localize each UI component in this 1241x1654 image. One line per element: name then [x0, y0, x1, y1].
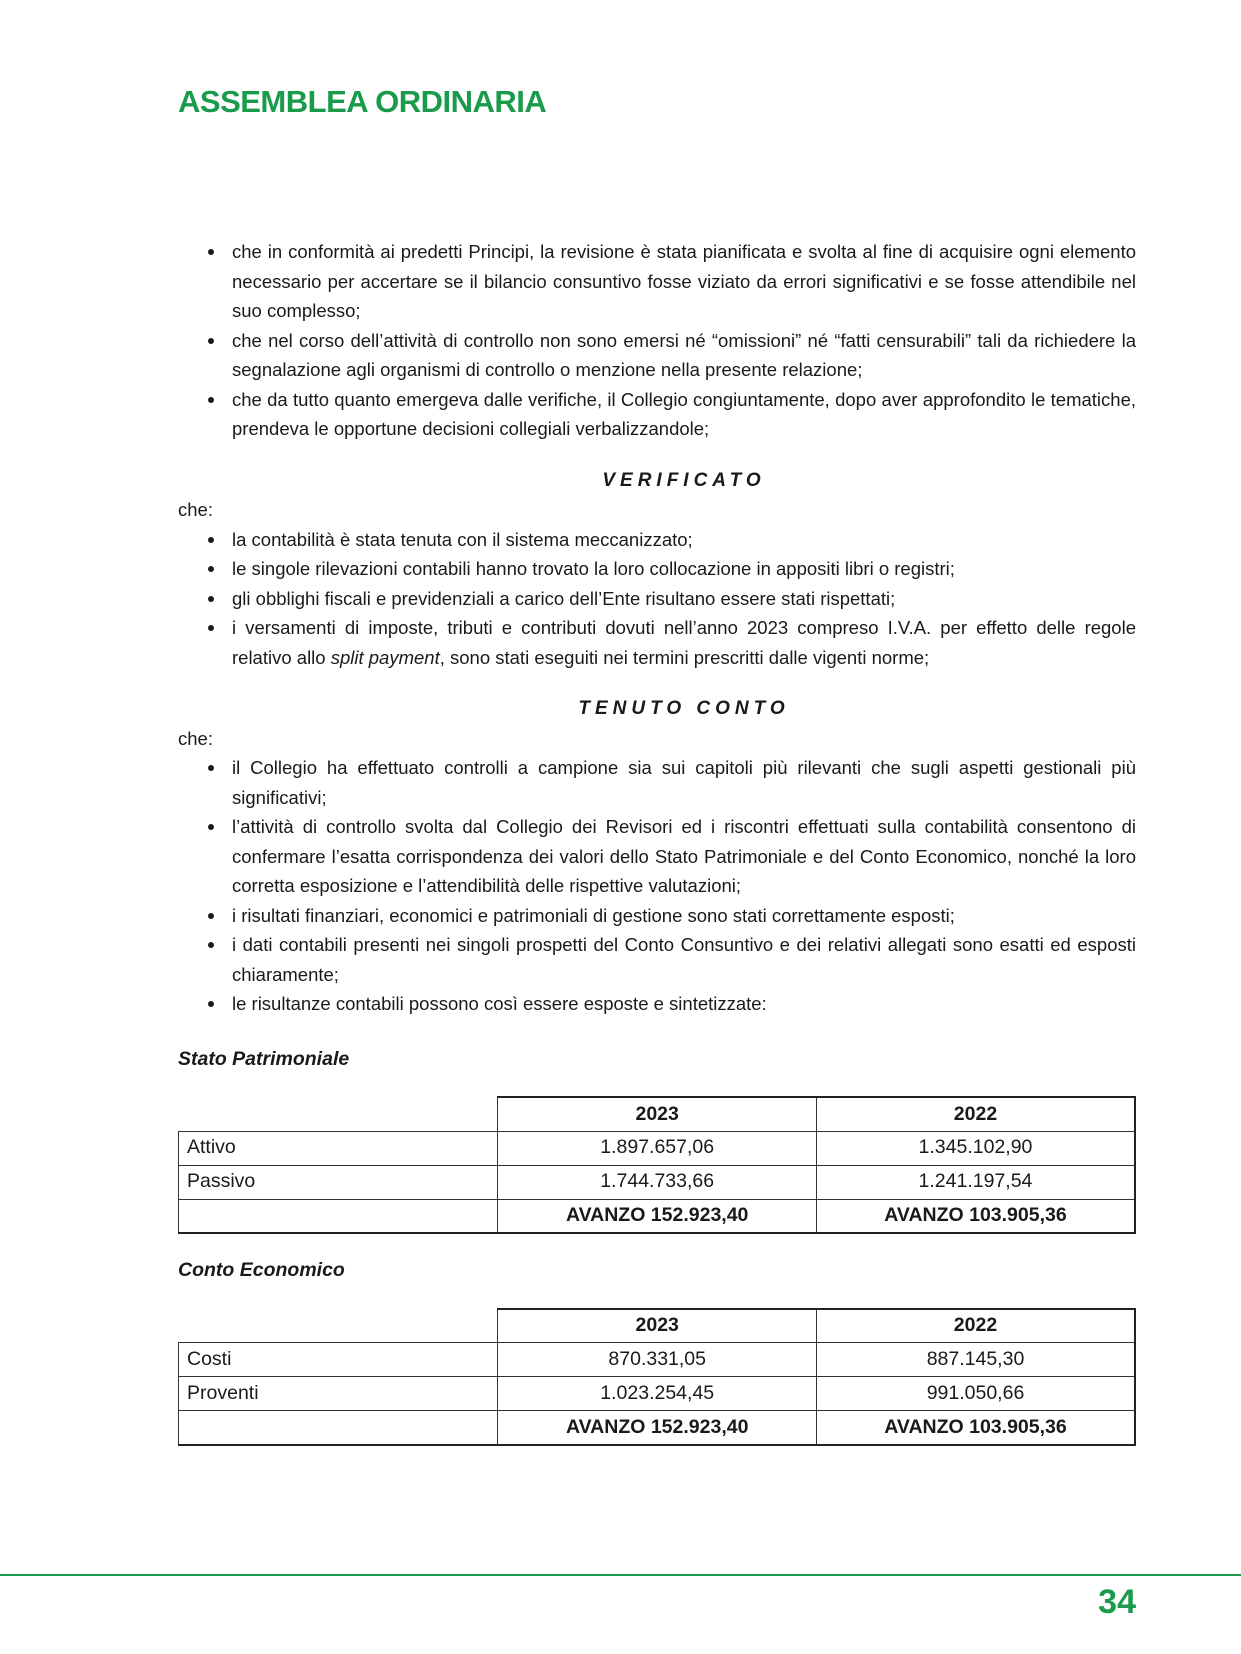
table-cell-empty [179, 1097, 498, 1131]
page-number: 34 [1098, 1583, 1136, 1621]
list-item: i risultati finanziari, economici e patrimoniali di gestione sono stati correttamente esposti; [178, 901, 1136, 931]
table-row [179, 1343, 1136, 1377]
row-label: Proventi [179, 1377, 498, 1411]
column-header-2023: 2023 [498, 1309, 817, 1343]
section-lead: che: [178, 499, 213, 520]
table-total-row [179, 1411, 1136, 1445]
list-item: le risultanze contabili possono così essere esposte e sintetizzate: [178, 989, 1136, 1019]
table-total-row [179, 1199, 1136, 1233]
list-item: i dati contabili presenti nei singoli prospetti del Conto Consuntivo e dei relativi allegati sono esatti ed esposti chiaramente; [178, 930, 1136, 989]
bullet-icon [208, 566, 214, 572]
section-heading-verificato: VERIFICATO [602, 469, 766, 491]
bullet-icon [208, 625, 214, 631]
list-item: il Collegio ha effettuato controlli a campione sia sui capitoli più rilevanti che sugli aspetti gestionali più significativi; [178, 753, 1136, 812]
table-row [179, 1131, 1136, 1165]
conto-economico-table [178, 1308, 1136, 1446]
section-lead: che: [178, 727, 213, 749]
table-header-row [179, 1097, 1136, 1131]
bullet-icon [208, 1001, 214, 1007]
table-row [179, 1377, 1136, 1411]
value-2023: 870.331,05 [498, 1343, 817, 1377]
list-item: i versamenti di imposte, tributi e contributi dovuti nell’anno 2023 compreso I.V.A. per effetto delle regole relativo allo split payment, sono stati eseguiti nei termini prescritti dalle vigenti norme; [178, 613, 1136, 672]
bullet-icon [208, 249, 214, 255]
conto-economico-title: Conto Economico [178, 1259, 345, 1281]
value-2023: 1.744.733,66 [498, 1165, 817, 1199]
table-cell-empty [179, 1411, 498, 1445]
bullet-icon [208, 765, 214, 771]
column-header-2022: 2022 [816, 1309, 1135, 1343]
row-label: Attivo [179, 1131, 498, 1165]
column-header-2023: 2023 [498, 1097, 817, 1131]
document-body [178, 237, 1136, 1446]
value-2022: 991.050,66 [816, 1377, 1135, 1411]
stato-patrimoniale-title: Stato Patrimoniale [178, 1047, 350, 1070]
value-2022: 1.345.102,90 [816, 1131, 1135, 1165]
list-item: gli obblighi fiscali e previdenziali a carico dell’Ente risultano essere stati rispettati; [178, 584, 1136, 614]
row-label: Passivo [179, 1165, 498, 1199]
page-title: ASSEMBLEA ORDINARIA [178, 84, 547, 119]
bullet-icon [208, 913, 214, 919]
total-2023: AVANZO 152.923,40 [498, 1411, 817, 1445]
value-2022: 887.145,30 [816, 1343, 1135, 1377]
bullet-icon [208, 824, 214, 830]
value-2022: 1.241.197,54 [816, 1165, 1135, 1199]
list-item: che da tutto quanto emergeva dalle verifiche, il Collegio congiuntamente, dopo aver approfondito le tematiche, prendeva le opportune decisioni collegiali verbalizzandole; [178, 385, 1136, 444]
bullet-icon [208, 537, 214, 543]
list-item: la contabilità è stata tenuta con il sistema meccanizzato; [178, 525, 1136, 555]
bullet-icon [208, 338, 214, 344]
verificato-bullet-list [178, 525, 1136, 673]
list-item: le singole rilevazioni contabili hanno trovato la loro collocazione in appositi libri o registri; [178, 554, 1136, 584]
section-heading-tenuto-conto: TENUTO CONTO [578, 698, 790, 719]
bullet-icon [208, 942, 214, 948]
total-2022: AVANZO 103.905,36 [816, 1199, 1135, 1233]
footer-divider [0, 1574, 1241, 1576]
column-header-2022: 2022 [816, 1097, 1135, 1131]
row-label: Costi [179, 1343, 498, 1377]
list-item: che nel corso dell’attività di controllo non sono emersi né “omissioni” né “fatti censurabili” tali da richiedere la segnalazione agli organismi di controllo o menzione nella presente relazione; [178, 326, 1136, 385]
list-item: che in conformità ai predetti Principi, la revisione è stata pianificata e svolta al fine di acquisire ogni elemento necessario per accertare se il bilancio consuntivo fosse viziato da errori significativi e se fosse attendibile nel suo complesso; [178, 237, 1136, 326]
table-row [179, 1165, 1136, 1199]
tenuto-conto-bullet-list [178, 753, 1136, 1019]
intro-bullet-list [178, 237, 1136, 444]
total-2023: AVANZO 152.923,40 [498, 1199, 817, 1233]
value-2023: 1.897.657,06 [498, 1131, 817, 1165]
value-2023: 1.023.254,45 [498, 1377, 817, 1411]
bullet-icon [208, 397, 214, 403]
stato-patrimoniale-table [178, 1096, 1136, 1234]
table-cell-empty [179, 1199, 498, 1233]
table-header-row [179, 1309, 1136, 1343]
table-cell-empty [179, 1309, 498, 1343]
list-item: l’attività di controllo svolta dal Collegio dei Revisori ed i riscontri effettuati sulla contabilità consentono di confermare l’esatta corrispondenza dei valori dello Stato Patrimoniale e del Conto Economico, nonché la loro corretta esposizione e l’attendibilità delle rispettive valutazioni; [178, 812, 1136, 901]
total-2022: AVANZO 103.905,36 [816, 1411, 1135, 1445]
bullet-icon [208, 596, 214, 602]
